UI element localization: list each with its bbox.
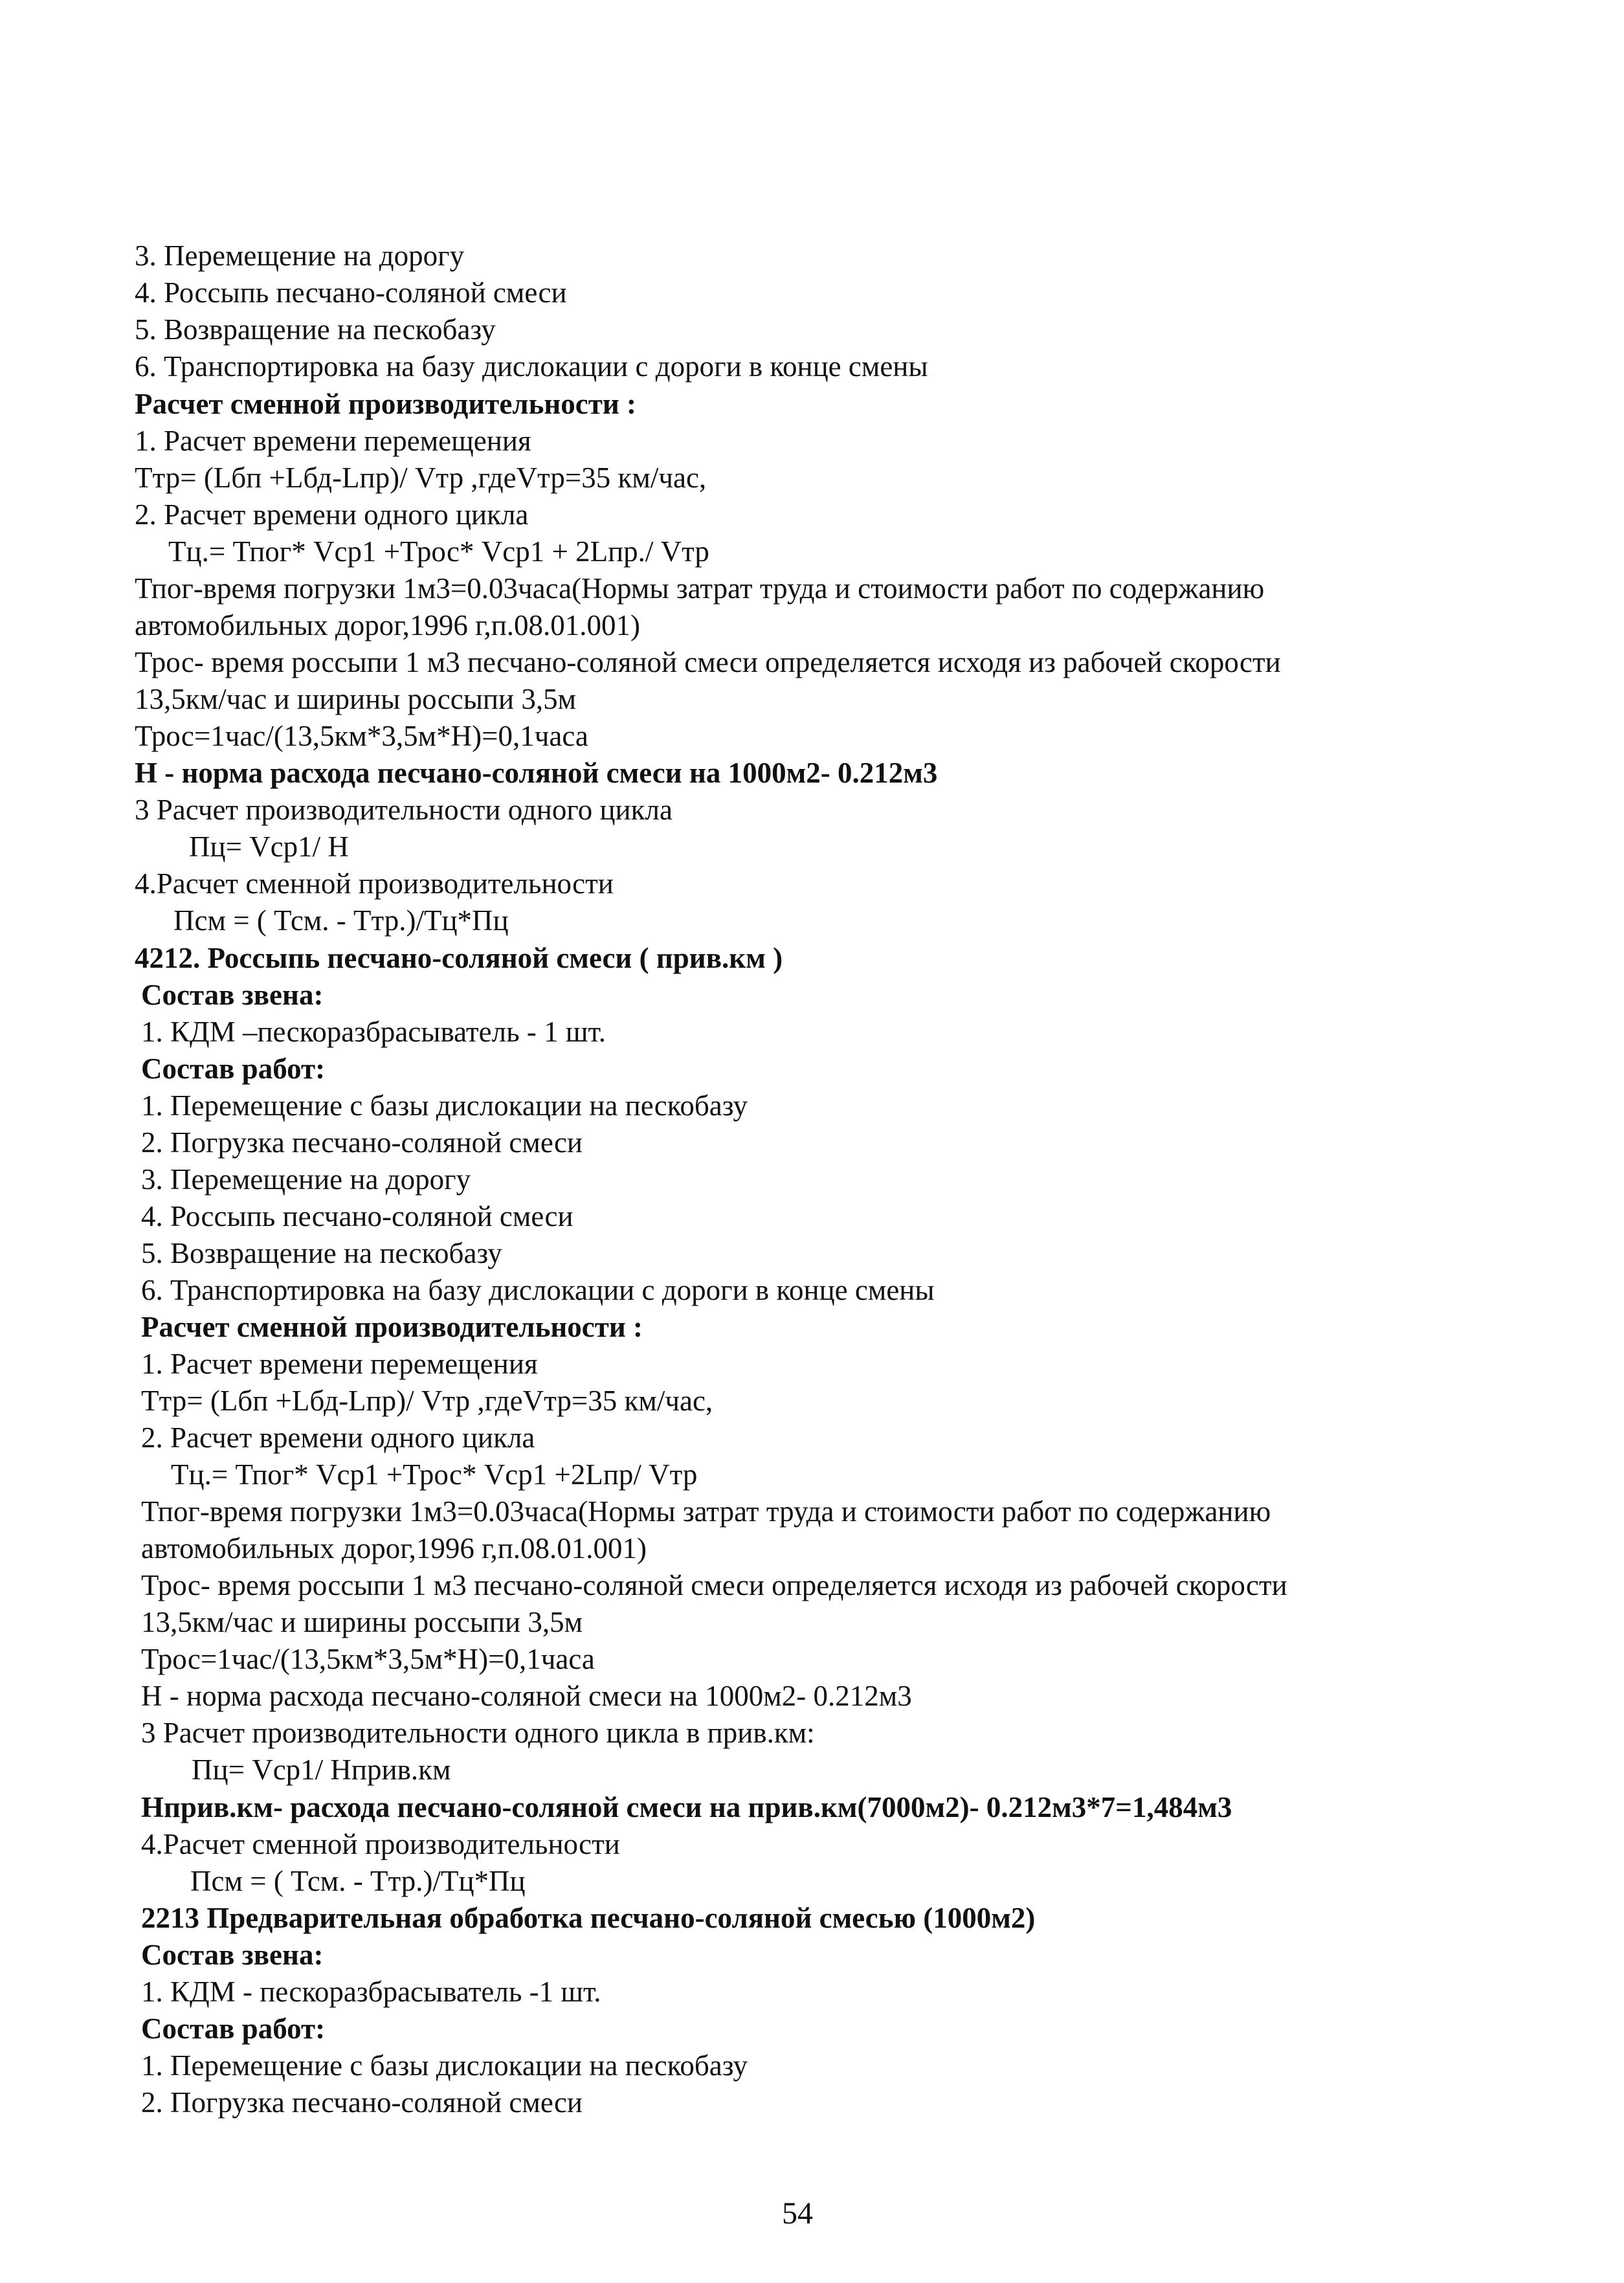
- list-item: 2. Погрузка песчано-соляной смеси: [141, 2086, 583, 2119]
- list-item: 3. Перемещение на дорогу: [141, 1163, 471, 1196]
- list-item: 1. Перемещение с базы дислокации на пескобазу: [141, 2049, 748, 2082]
- text-line: Тпог-время погрузки 1м3=0.03часа(Нормы затрат труда и стоимости работ по содержанию: [135, 572, 1265, 605]
- formula: Тц.= Тпог* Vср1 +Трос* Vср1 +2Lпр/ Vтр: [171, 1458, 698, 1491]
- text-line: автомобильных дорог,1996 г,п.08.01.001): [135, 609, 641, 641]
- list-item: 4. Россыпь песчано-соляной смеси: [135, 276, 567, 309]
- list-item: 6. Транспортировка на базу дислокации с дороги в конце смены: [141, 1274, 935, 1306]
- list-item: 5. Возвращение на пескобазу: [141, 1237, 502, 1269]
- subsection-heading: Состав звена:: [141, 979, 324, 1011]
- bold-note: Нприв.км- расхода песчано-соляной смеси на прив.км(7000м2)- 0.212м3*7=1,484м3: [141, 1791, 1232, 1823]
- section-heading: Расчет сменной производительности :: [141, 1311, 643, 1343]
- list-item: 2. Расчет времени одного цикла: [141, 1421, 535, 1454]
- list-item: 1. КДМ –пескоразбрасыватель - 1 шт.: [141, 1016, 606, 1048]
- subsection-heading: Состав работ:: [141, 2012, 326, 2045]
- formula: Трос=1час/(13,5км*3,5м*Н)=0,1часа: [135, 720, 588, 752]
- list-item: 2. Расчет времени одного цикла: [135, 498, 529, 531]
- formula: Трос=1час/(13,5км*3,5м*Н)=0,1часа: [141, 1643, 595, 1675]
- bold-note: Н - норма расхода песчано-соляной смеси на 1000м2- 0.212м3: [135, 757, 938, 789]
- formula: Ттр= (Lбп +Lбд-Lпр)/ Vтр ,гдеVтр=35 км/час,: [135, 462, 707, 494]
- list-item: 3 Расчет производительности одного цикла в прив.км:: [141, 1717, 815, 1749]
- formula: Псм = ( Тсм. - Ттр.)/Тц*Пц: [173, 904, 509, 937]
- formula: Псм = ( Тсм. - Ттр.)/Тц*Пц: [190, 1865, 526, 1897]
- list-item: 4. Россыпь песчано-соляной смеси: [141, 1200, 573, 1232]
- list-item: 3 Расчет производительности одного цикла: [135, 794, 673, 826]
- list-item: 1. Перемещение с базы дислокации на пескобазу: [141, 1089, 748, 1122]
- formula: Тц.= Тпог* Vср1 +Трос* Vср1 + 2Lпр./ Vтр: [168, 535, 709, 568]
- text-line: Н - норма расхода песчано-соляной смеси на 1000м2- 0.212м3: [141, 1680, 912, 1712]
- list-item: 4.Расчет сменной производительности: [141, 1828, 620, 1860]
- list-item: 1. КДМ - пескоразбрасыватель -1 шт.: [141, 1976, 601, 2008]
- formula: Пц= Vср1/ Н: [189, 830, 349, 863]
- list-item: 3. Перемещение на дорогу: [135, 239, 465, 272]
- formula: Ттр= (Lбп +Lбд-Lпр)/ Vтр ,гдеVтр=35 км/час,: [141, 1385, 713, 1417]
- text-line: автомобильных дорог,1996 г,п.08.01.001): [141, 1532, 647, 1565]
- text-line: 13,5км/час и ширины россыпи 3,5м: [135, 683, 577, 715]
- subsection-heading: Состав работ:: [141, 1052, 326, 1085]
- list-item: 6. Транспортировка на базу дислокации с дороги в конце смены: [135, 350, 928, 383]
- formula: Пц= Vср1/ Нприв.км: [192, 1754, 451, 1786]
- text-line: Тпог-время погрузки 1м3=0.03часа(Нормы затрат труда и стоимости работ по содержанию: [141, 1495, 1271, 1528]
- section-heading: Расчет сменной производительности :: [135, 388, 637, 420]
- section-heading: 4212. Россыпь песчано-соляной смеси ( прив.км ): [135, 942, 783, 974]
- page-number: 54: [782, 2196, 813, 2231]
- list-item: 1. Расчет времени перемещения: [135, 425, 531, 457]
- text-line: Трос- время россыпи 1 м3 песчано-соляной смеси определяется исходя из рабочей скорости: [141, 1569, 1287, 1601]
- section-heading: 2213 Предварительная обработка песчано-соляной смесью (1000м2): [141, 1902, 1036, 1934]
- list-item: 5. Возвращение на пескобазу: [135, 313, 496, 346]
- list-item: 1. Расчет времени перемещения: [141, 1348, 538, 1380]
- text-line: Трос- время россыпи 1 м3 песчано-соляной смеси определяется исходя из рабочей скорости: [135, 646, 1281, 678]
- text-line: 13,5км/час и ширины россыпи 3,5м: [141, 1606, 583, 1638]
- list-item: 4.Расчет сменной производительности: [135, 867, 614, 900]
- list-item: 2. Погрузка песчано-соляной смеси: [141, 1126, 583, 1159]
- subsection-heading: Состав звена:: [141, 1939, 324, 1971]
